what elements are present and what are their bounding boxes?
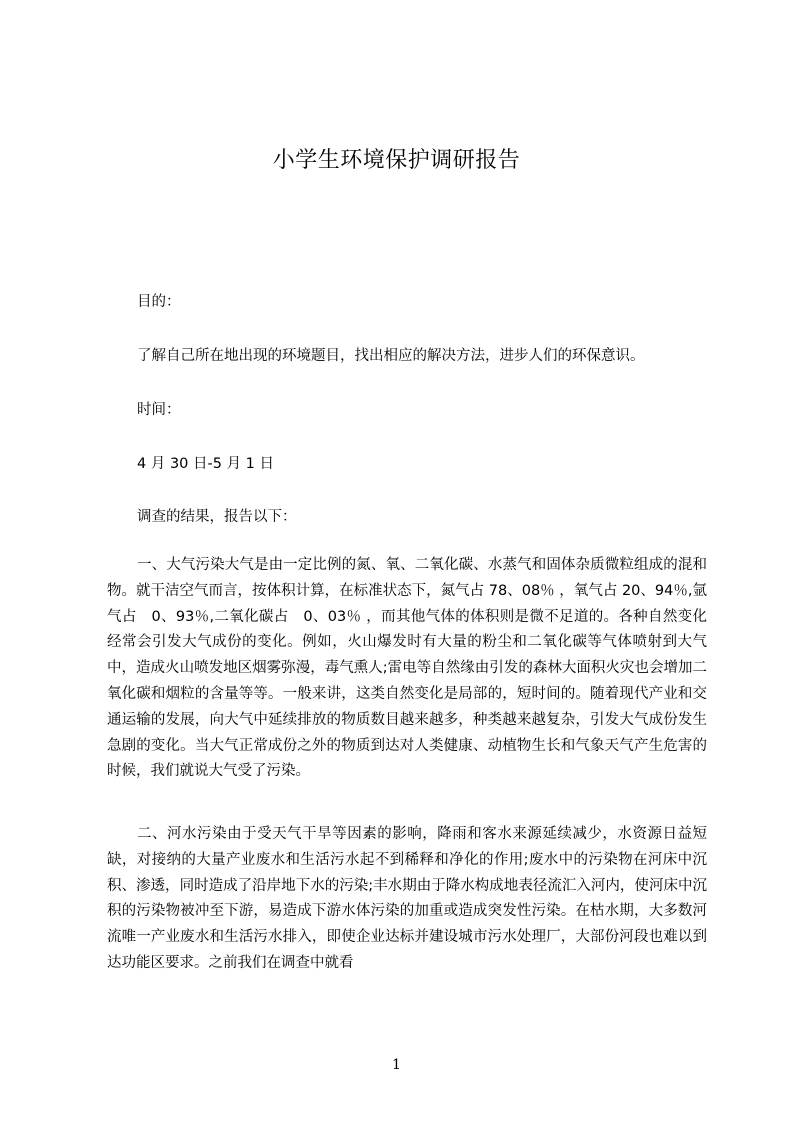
result-intro: 调查的结果，报告以下： (137, 509, 297, 525)
section-river-pollution: 二、河水污染由于受天气干旱等因素的影响，降雨和客水来源延续减少，水资源日益短缺，对接纳的大量产业废水和生活污水起不到稀释和净化的作用;废水中的污染物在河床中沉积、渗透，同时造成了沿岸地下水的污染;丰水期由于降水构成地表径流汇入河内，使河床中沉积的污染物被冲至下游，易造成下游水体污染的加重或造成突发性污染。在枯水期，大多数河流唯一产业废水和生活污水排入，即使企业达标并建设城市污水处理厂，大部份河段也难以到达功能区要求。之前我们在调查中就看 (107, 826, 707, 971)
document-title: 小学生环境保护调研报告 (272, 148, 521, 173)
purpose-text: 了解自己所在地出现的环境题目，找出相应的解决方法，进步人们的环保意识。 (137, 348, 645, 364)
time-text: 4 月 30 日-5 月 1 日 (137, 456, 275, 472)
page-number: 1 (392, 1057, 401, 1073)
section-air-pollution: 一、大气污染大气是由一定比例的氮、氧、二氧化碳、水蒸气和固体杂质微粒组成的混和物。就干洁空气而言，按体积计算，在标准状态下，氮气占 78、08％ ，氧气占 20、94％,氩气占 0、93％,二氧化碳占 0、03％ ，而其他气体的体积则是微不足道的。各种自然变化经常会引发大气成份的变化。例如，火山爆发时有大量的粉尘和二氧化碳等气体喷射到大气中，造成火山喷发地区烟雾弥漫，毒气熏人;雷电等自然缘由引发的森林大面积火灾也会增加二氧化碳和烟粒的含量等等。一般来讲，这类自然变化是局部的，短时间的。随着现代产业和交通运输的发展，向大气中延续排放的物质数目越来越多，种类越来越复杂，引发大气成份发生急剧的变化。当大气正常成份之外的物质到达对人类健康、动植物生长和气象天气产生危害的时候，我们就说大气受了污染。 (107, 557, 707, 780)
time-label: 时间： (137, 402, 181, 418)
purpose-label: 目的： (137, 294, 181, 310)
